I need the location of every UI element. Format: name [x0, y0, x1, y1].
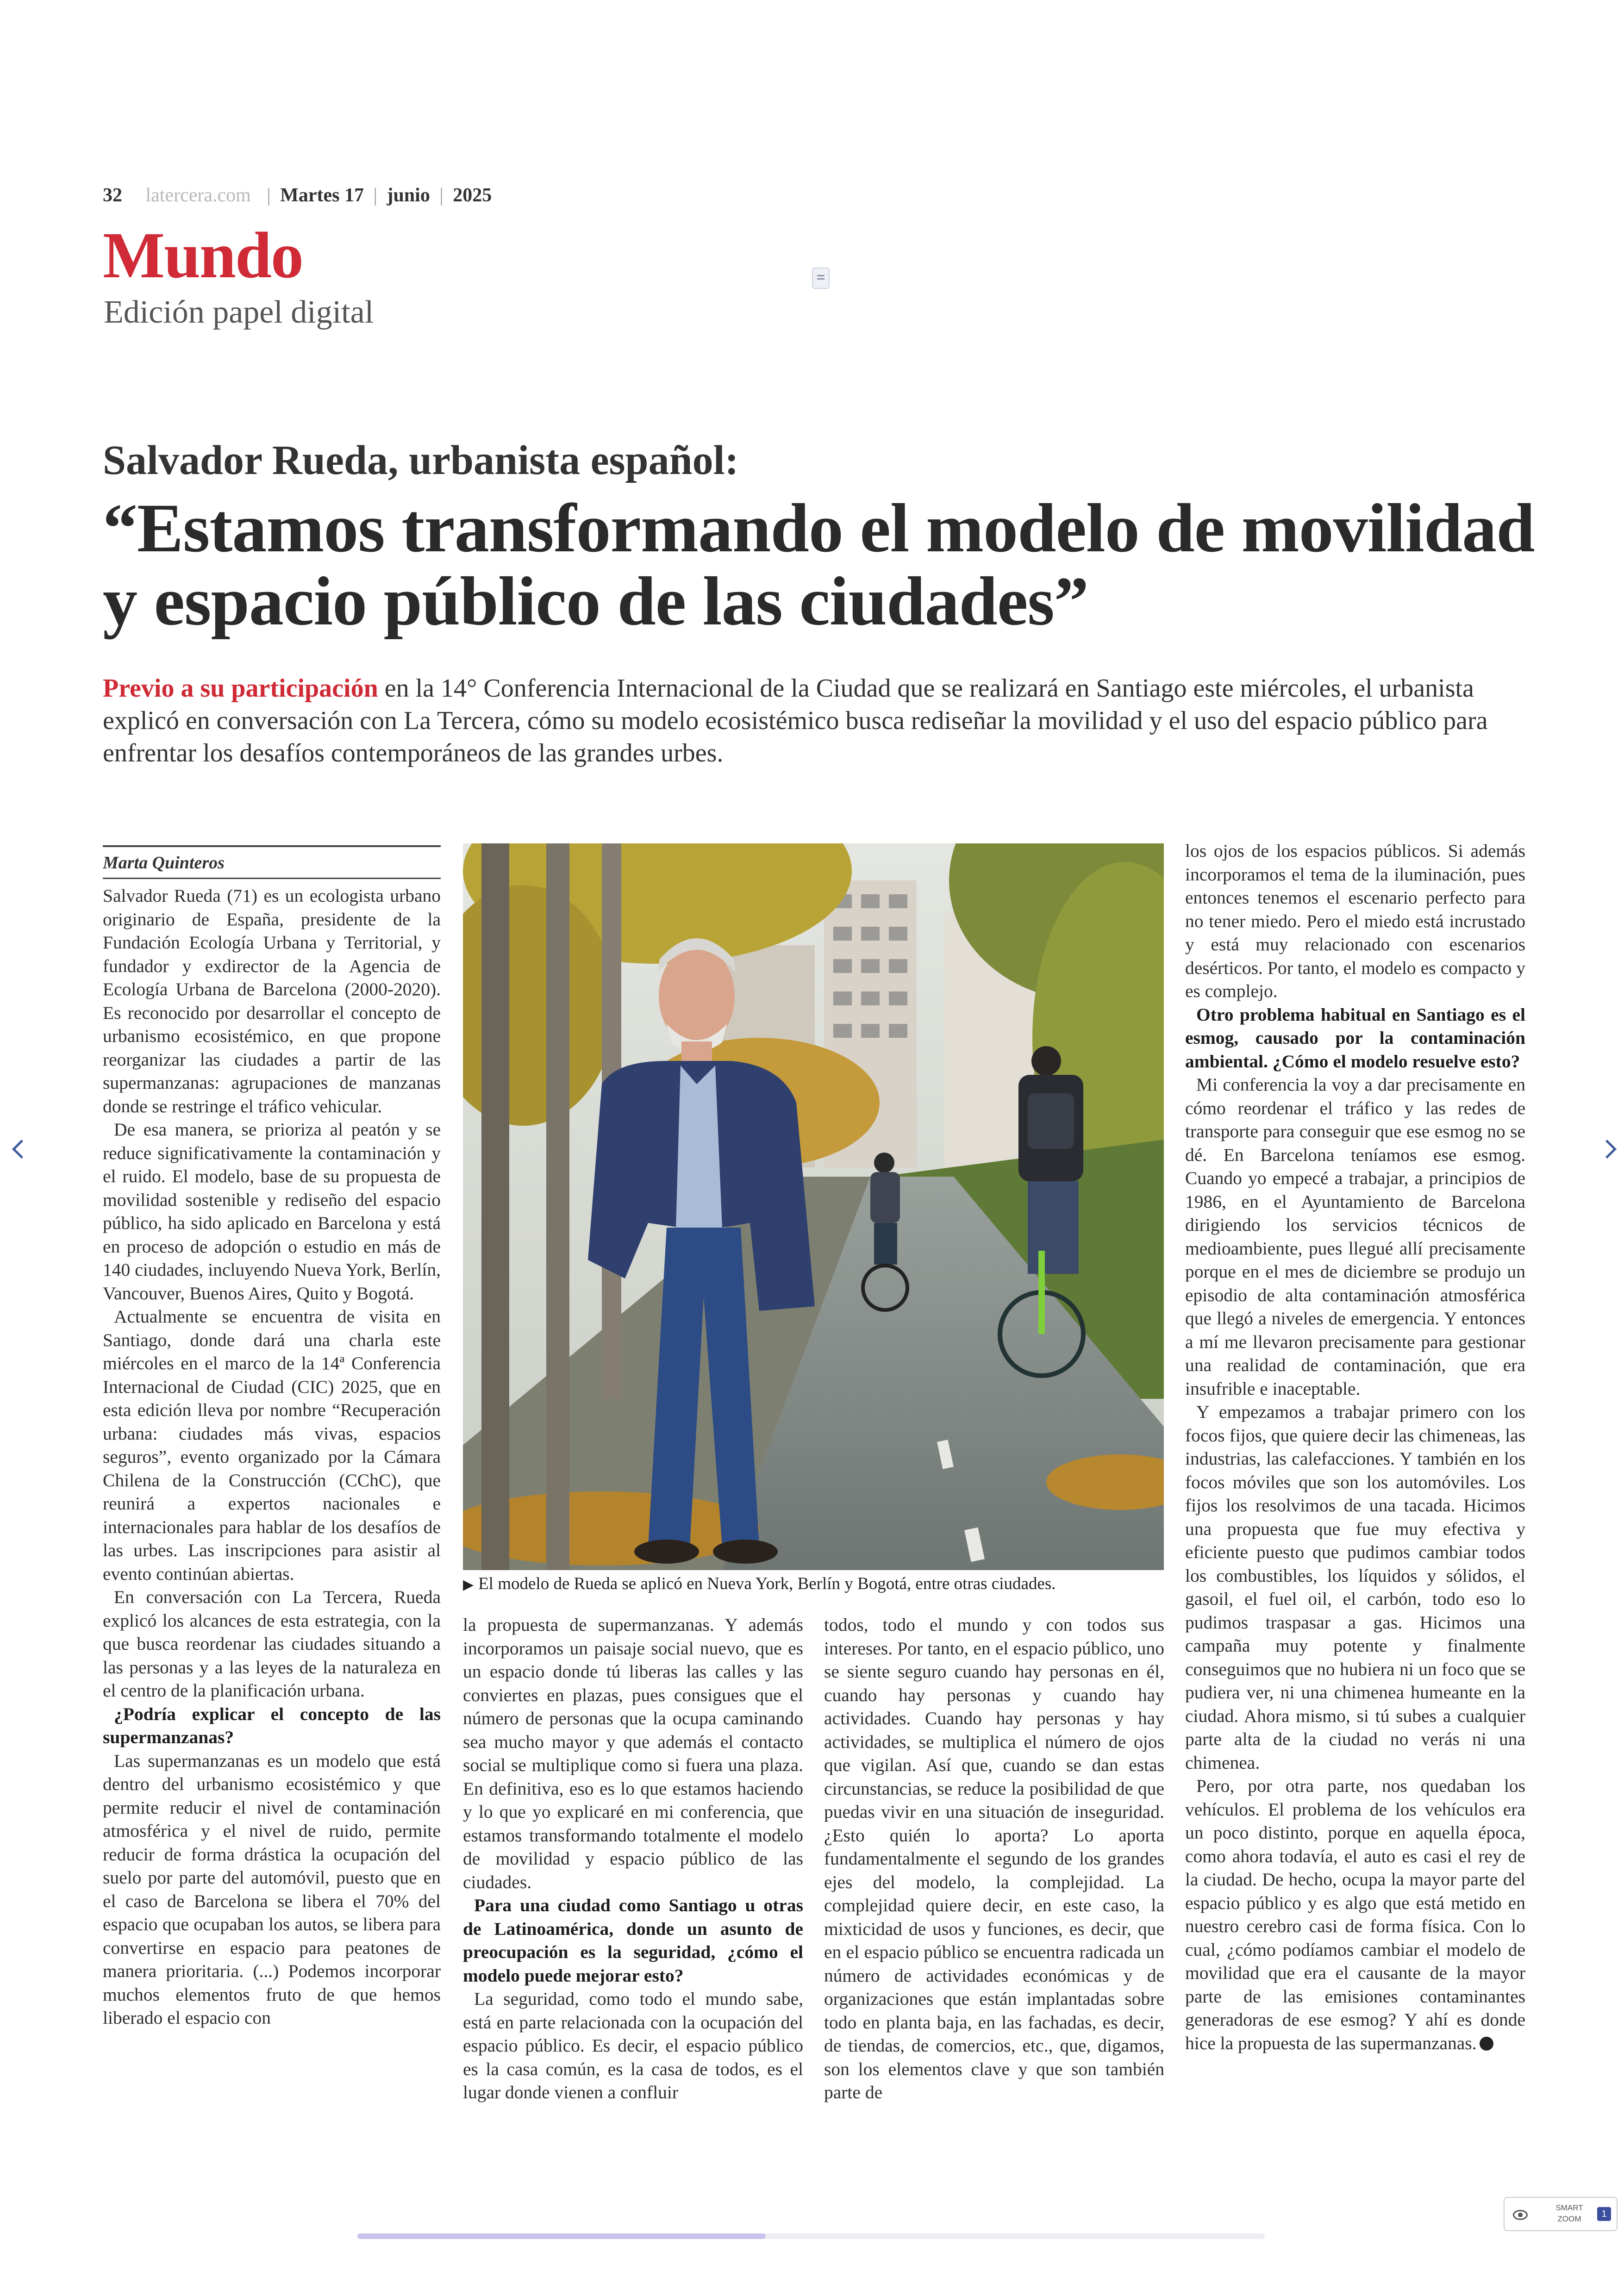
date-weekday-day: Martes 17	[280, 185, 364, 206]
paragraph: los ojos de los espacios públicos. Si además incorporamos el tema de la iluminación, pues entonces tenemos el escenario perfecto para no tener miedo. Pero el miedo está incrustado y está muy relacionado con escenarios desérticos. Por tanto, el modelo es compacto y es complejo.	[1185, 841, 1525, 1001]
article-lede	[103, 672, 1492, 769]
page-number: 32	[103, 185, 122, 206]
caption-arrow-icon: ▶	[463, 1577, 474, 1592]
site-name: latercera.com	[145, 185, 251, 206]
author-byline: Marta Quinteros	[103, 845, 441, 879]
paragraph: Y empezamos a trabajar primero con los focos fijos, que quiere decir las chimeneas, las industrias, las calefacciones. Y también en los focos móviles que son los automóviles. Los fijos los resolvimos de una tacada. Hicimos una propuesta que fue muy efectiva y eficiente puesto que pudimos cambiar todos los combustibles, los líquidos y sólidos, el gasoil, el fuel oil, el carbón, todo eso lo pudimos traspasar a gas. Hicimos una campaña muy potente y finalmente conseguimos que no hubiera ni un foco que se pudiera ver, ni una chimenea humeante en la ciudad. Ahora mismo, si tú subes a cualquier parte alta de la ciudad no verás ni una chimenea.	[1185, 1402, 1525, 1773]
note-icon[interactable]	[812, 268, 830, 289]
paragraph: De esa manera, se prioriza al peatón y se reduce significativamente la contaminación y el ruido. El modelo, base de su propuesta de movilidad sostenible y rediseño del espacio público, ha sido aplicado en Barcelona y está en proceso de adopción o estudio en más de 140 ciudades, incluyendo Nueva York, Berlín, Vancouver, Buenos Aires, Quito y Bogotá.	[103, 1119, 441, 1303]
photo-caption	[463, 1574, 1164, 1594]
article-column-3	[824, 1613, 1164, 2104]
smart-zoom-button[interactable]	[1504, 2197, 1618, 2231]
date-year: 2025	[453, 185, 492, 206]
page-progress-bar[interactable]	[357, 2233, 1265, 2239]
article-photo	[463, 843, 1164, 1570]
chevron-left-icon[interactable]	[8, 1135, 27, 1163]
end-mark-icon	[1480, 2037, 1493, 2051]
page-header	[103, 184, 492, 206]
page-progress-fill	[357, 2233, 766, 2239]
smart-zoom-label	[1546, 2202, 1593, 2225]
article-column-2	[463, 1613, 803, 2104]
edition-subtitle: Edición papel digital	[104, 294, 374, 330]
photo-salvador-rueda-street	[463, 843, 1164, 1570]
separator: |	[267, 185, 271, 206]
separator: |	[373, 185, 377, 206]
paragraph: todos, todo el mundo y con todos sus intereses. Por tanto, en el espacio público, uno se siente seguro cuando hay personas en él, cuando hay personas y cuando hay actividades. Cuando hay personas y hay actividades, se multiplica el número de ojos que vigilan. Así que, cuando se dan estas circunstancias, se reduce la posibilidad de que puedas vivir en una situación de inseguridad. ¿Esto quién lo aporta? Lo aporta fundamentalmente el segundo de los grandes ejes del modelo, la complejidad. La complejidad quiere decir, en este caso, la mixticidad de usos y funciones, es decir, que en el espacio público se encuentra radicada un número de actividades económicas y de organizaciones que están implantadas sobre todo en planta baja, en las fachadas, es decir, de tiendas, de comercios, etc., que, digamos, son los elementos clave y que son también parte de	[824, 1615, 1164, 2102]
article-column-4	[1185, 839, 1525, 2055]
interview-question: Otro problema habitual en Santiago es el esmog, causado por la contaminación ambiental. ¿Cómo el modelo resuelve esto?	[1185, 1004, 1525, 1072]
chevron-right-icon[interactable]	[1599, 1135, 1618, 1163]
eye-icon	[1513, 2210, 1528, 2220]
paragraph: Mi conferencia la voy a dar precisamente en cómo reordenar el tráfico y las redes de transporte para conseguir que ese esmog no se dé. En Barcelona teníamos ese esmog. Cuando yo empecé a trabajar, a principios de 1986, en el Ayuntamiento de Barcelona dirigiendo los servicios técnicos de medioambiente, pues llegué allí precisamente porque en el mes de diciembre se produjo un episodio de alta contaminación atmosférica que llegó a niveles de emergencia. Y entonces a mí me llevaron precisamente para gestionar una realidad de contaminación, que era insufrible e inaceptable.	[1185, 1074, 1525, 1399]
caption-text: El modelo de Rueda se aplicó en Nueva York, Berlín y Bogotá, entre otras ciudades.	[478, 1574, 1056, 1593]
paragraph: la propuesta de supermanzanas. Y además incorporamos un paisaje social nuevo, que es un espacio donde tú liberas las calles y las conviertes en plazas, pues consigues que el número de personas que la ocupa caminando sea mucho mayor y que además el contacto social se multiplique como si fuera una plaza. En definitiva, eso es lo que estamos haciendo y lo que yo explicaré en mi conferencia, que estamos transformando totalmente el modelo de movilidad y espacio público de las ciudades.	[463, 1615, 803, 1892]
article-kicker: Salvador Rueda, urbanista español:	[103, 437, 739, 483]
paragraph-text: Pero, por otra parte, nos quedaban los vehículos. El problema de los vehículos era un poco distinto, porque en aquella época, como ahora todavía, el auto es casi el rey de la ciudad. De hecho, ocupa la mayor parte del espacio público y es algo que está metido en nuestro cerebro casi de forma física. Con lo cual, ¿cómo podíamos cambiar el modelo de movilidad que era el causante de la mayor parte de las emisiones contaminantes generadoras de ese esmog? Y ahí es donde hice la propuesta de las supermanzanas.	[1185, 1776, 1525, 2053]
paragraph-final	[1185, 1774, 1525, 2055]
date-month: junio	[387, 185, 430, 206]
interview-question: Para una ciudad como Santiago u otras de Latinoamérica, donde un asunto de preocupación es la seguridad, ¿cómo el modelo puede mejorar esto?	[463, 1895, 803, 1986]
article-headline: “Estamos transformando el modelo de movilidad y espacio público de las ciudades”	[103, 490, 1535, 640]
smart-zoom-count: 1	[1597, 2207, 1611, 2221]
paragraph: Las supermanzanas es un modelo que está dentro del urbanismo ecosistémico y que permite reducir el nivel de contaminación atmosférica y el nivel de ruido, permite reducir de forma drástica la ocupación del suelo por parte del automóvil, puesto que en el caso de Barcelona se libera el 70% del espacio que ocupaban los autos, se libera para convertirse en espacio para peatones de manera prioritaria. (...) Podemos incorporar muchos elementos fruto de que hemos liberado el espacio con	[103, 1750, 441, 2028]
section-title: Mundo	[103, 218, 303, 292]
lede-highlight: Previo a su participación	[103, 674, 378, 703]
paragraph: La seguridad, como todo el mundo sabe, está en parte relacionada con la ocupación del espacio público. Es decir, el espacio público es la casa común, es la casa de todos, es el lugar donde vienen a confluir	[463, 1989, 803, 2102]
separator: |	[439, 185, 443, 206]
paragraph: En conversación con La Tercera, Rueda explicó los alcances de esta estrategia, con la que busca reordenar las ciudades situando a las personas y a las leyes de la naturaleza en el centro de la planificación urbana.	[103, 1587, 441, 1701]
smart-zoom-label-line2: ZOOM	[1557, 2214, 1581, 2223]
paragraph: Salvador Rueda (71) es un ecologista urbano originario de España, presidente de la Fundación Ecología Urbana y Territorial, y fundador y exdirector de la Agencia de Ecología Urbana de Barcelona (2000-2020). Es reconocido por desarrollar el concepto de urbanismo ecosistémico, en que propone reorganizar las ciudades a partir de las supermanzanas: agrupaciones de manzanas donde se restringe el tráfico vehicular.	[103, 886, 441, 1116]
interview-question: ¿Podría explicar el concepto de las supermanzanas?	[103, 1703, 441, 1747]
smart-zoom-label-line1: SMART	[1555, 2203, 1583, 2212]
article-column-1	[103, 884, 441, 2030]
lede-text: en la 14° Conferencia Internacional de la Ciudad que se realizará en Santiago este miércoles, el urbanista explicó en conversación con La Tercera, cómo su modelo ecosistémico busca rediseñar la movilidad y el uso del espacio público para enfrentar los desafíos contemporáneos de las grandes urbes.	[103, 674, 1488, 767]
paragraph: Actualmente se encuentra de visita en Santiago, donde dará una charla este miércoles en el marco de la 14ª Conferencia Internacional de Ciudad (CIC) 2025, que en esta edición lleva por nombre “Recuperación urbana: ciudades más vivas, espacios seguros”, evento organizado por la Cámara Chilena de la Construcción (CChC), que reunirá a expertos nacionales e internacionales para hablar de los desafíos de las urbes. Las inscripciones para asistir al evento continúan abiertas.	[103, 1306, 441, 1584]
